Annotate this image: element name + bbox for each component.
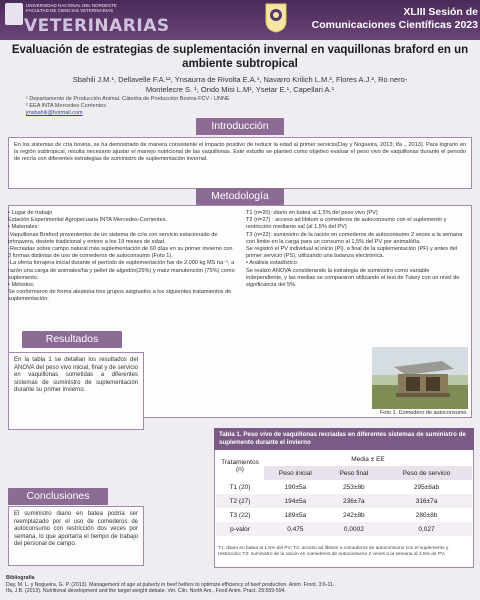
table-cell: 0,0002 — [343, 525, 364, 533]
table-cell: 0,475 — [287, 525, 304, 533]
methods-item: -Recriadas sobre campo natural más suplementación de 60 días en su primer invierno con 3 formas distintas de uso de comederos de autoconsumo (Foto 1). — [8, 246, 233, 260]
row-label: T2 (27) — [229, 497, 251, 505]
methods-item: • Materiales: — [8, 224, 39, 231]
intro-text: En los sistemas de cría bovina, se ha demostrado de manera consistente el impacto positivo de reducir la edad al primer servicio(Day y Nogueira, 2013; Ifa ., 2013). Para lograrlo en la región subtropical, resulta necesario ajustar el manejo nutricional de las vaquillonas. Este estudio se planteó como objetivo evaluar el peso vivo de vaquillonas durante el periodo de recría con diferentes estrategias de suministro de suplementación invernal. — [8, 137, 472, 189]
author-line: Montelecre S. ¹, Ondo Misi L.M¹, Ysetar E.¹, Capellari A.¹ — [145, 85, 335, 94]
author-list — [20, 75, 460, 95]
affiliation-line: ² EEA INTA Mercedes Corrientes — [26, 103, 106, 109]
references-heading: Bibliografía — [6, 575, 35, 581]
results-table — [216, 452, 472, 536]
methods-right-column — [246, 210, 464, 289]
methods-item: • Métodos: — [8, 282, 35, 289]
col-header: Peso final — [339, 469, 369, 477]
table-row — [216, 522, 472, 536]
feeder-photo — [372, 347, 468, 409]
paper-title: Evaluación de estrategias de suplementación invernal en vaquillonas braford en un ambiente subtropical — [11, 44, 469, 70]
conclusions-heading: Conclusiones — [8, 488, 108, 505]
methods-item: -La oferta forrajera inicial durante el período de suplementación fue de 2.000 kg MS ha⁻¹, a razón una carga de animales/ha y pellet de algodón(25%) y maíz manutención (75%) como suplemento. — [8, 260, 235, 281]
table-footnote: T1: diario en batea al 1,5% del PV; T2: acceso ad libitum a comederos de autoconsumo con el suplemento y restricción; T3: suministro de la ración en comederos de autoconsumo 2 veces a la semana al 1,5% de PV. — [218, 546, 449, 557]
treatment-item: T3 (n=22): suministro de la ración en comederos de autoconsumo 2 veces a la semana con límite en la carga para un consumo al 1,5% del PV por animal/día. — [246, 231, 463, 245]
treatment-header — [216, 452, 264, 480]
table-caption: Tabla 1. Peso vivo de vaquillonas recriadas en diferentes sistemas de suministro de suplemento durante el invierno — [214, 428, 474, 450]
methods-left-column — [8, 210, 236, 304]
col-header: Peso de servicio — [402, 469, 451, 477]
methods-item: • Lugar de trabajo — [8, 210, 53, 216]
session-title — [290, 6, 478, 32]
methods-item: Se registró el PV individual al inicio (PI), a final de la suplementación (PF) y antes del primer servicio (PS), utilizando una balanza electrónica. — [246, 246, 458, 260]
treatment-item: T2 (n=27) : acceso ad libitum a comederos de autoconsumo con el suplemento y restricción mediante sal (al 1,5% del PV) — [246, 217, 447, 231]
methods-item: Se conformaron de forma aleatoria tres grupos asignados a los siguientes tratamientos de suplementación: — [8, 289, 232, 303]
reference-item: Ifa, J.B. (2013). Nutritional development and the target weight debate. Vet. Clin. North Am., Food Anim. Pract. 29:559-594. — [6, 588, 286, 595]
methods-item: Estación Experimental Agropecuaria INTA Mercedes-Corrientes. — [8, 217, 168, 224]
table-cell: 253±8b — [343, 483, 365, 491]
references — [6, 575, 474, 595]
university-line: UNIVERSIDAD NACIONAL DEL NORDESTE — [26, 3, 117, 8]
session-line-2: Comunicaciones Científicas 2023 — [311, 19, 478, 31]
methods-item: -Vaquillonas Braford provenientes de un sistema de cría con servicio estacionado de primavera, destete tradicional y entore a los 19 meses de edad. — [8, 231, 218, 245]
contact-email: jmsbahili@hotmail.com — [26, 110, 83, 116]
table-row — [216, 508, 472, 522]
treatment-header-n: (n) — [236, 466, 244, 473]
conclusions-text: El suministro diario en batea podría ser reemplazado por el uso de comederos de autoconsumo con restricción dos veces por semana, lo que aportaría el tiempo de trabajo del personal de campo. — [8, 506, 144, 566]
affiliation-line: ¹ Departamento de Producción Animal. Cátedra de Producción Bovina FCV - UNNE — [26, 96, 230, 102]
reference-item: Day, M. L. y Nogueira, G. P. (2013). Management of age at puberty in beef heifers to optimize efficiency of beef production. Anim. Front. 3:6-11. — [6, 581, 335, 588]
table-cell: 0,027 — [418, 525, 435, 533]
row-label: T1 (20) — [229, 483, 251, 491]
table-cell: 316±7a — [415, 497, 438, 505]
faculty-line: FACULTAD DE CIENCIAS VETERINARIAS — [26, 8, 114, 13]
table-cell: 295±8ab — [413, 483, 440, 491]
intro-heading: Introducción — [196, 118, 284, 135]
row-label: T3 (22) — [229, 511, 251, 519]
table-cell: 242±8b — [343, 511, 365, 519]
methods-heading: Metodología — [196, 188, 284, 205]
table-row — [216, 494, 472, 508]
author-line: Sbahili J.M.¹, Dellavelle F.A.¹², Ynsaurra de Rivolta E.A.¹, Navarro Krilich L.M.², Flores A.J.², Ro nero- — [72, 75, 408, 84]
results-heading: Resultados — [22, 331, 122, 348]
session-line-1: XLIII Sesión de — [403, 6, 478, 18]
photo-caption: Foto 1. Comedero de autoconsumo. — [379, 410, 468, 416]
table-cell: 190±5a — [284, 483, 307, 491]
university-name — [26, 3, 136, 13]
treatment-item: T1 (n=20): diario en batea al 1,5% del peso vivo (PV) — [246, 210, 378, 216]
university-crest-icon — [5, 3, 23, 25]
table-cell: 280±8b — [415, 511, 438, 519]
methods-item: Se realizó ANOVA considerando la estrategia de suministro como variable independiente, y las medias se compararon utilizando el test de Tukey con un nivel de significancia del 5%. — [246, 267, 460, 289]
affiliations — [26, 96, 326, 117]
col-header: Peso inicial — [278, 469, 312, 477]
mean-se-header: Media ± EE — [351, 455, 385, 463]
row-label: p-valor — [230, 525, 250, 533]
treatment-header-label: Tratamientos — [221, 459, 259, 466]
table-cell: 194±5a — [284, 497, 307, 505]
table-cell: 236±7a — [343, 497, 365, 505]
table-row — [216, 480, 472, 494]
session-seal-icon — [265, 3, 287, 33]
faculty-logo-text: VETERINARIAS — [24, 16, 170, 36]
table-cell: 189±5a — [284, 511, 307, 519]
methods-item: • Análisis estadístico: — [246, 260, 299, 267]
results-text: En la tabla 1 se detallan los resultados del ANOVA del peso vivo inicial, final y de servicio en vaquillonas sometidas a diferentes sistemas de suministro de suplementación durante su primer invierno. — [8, 352, 144, 430]
